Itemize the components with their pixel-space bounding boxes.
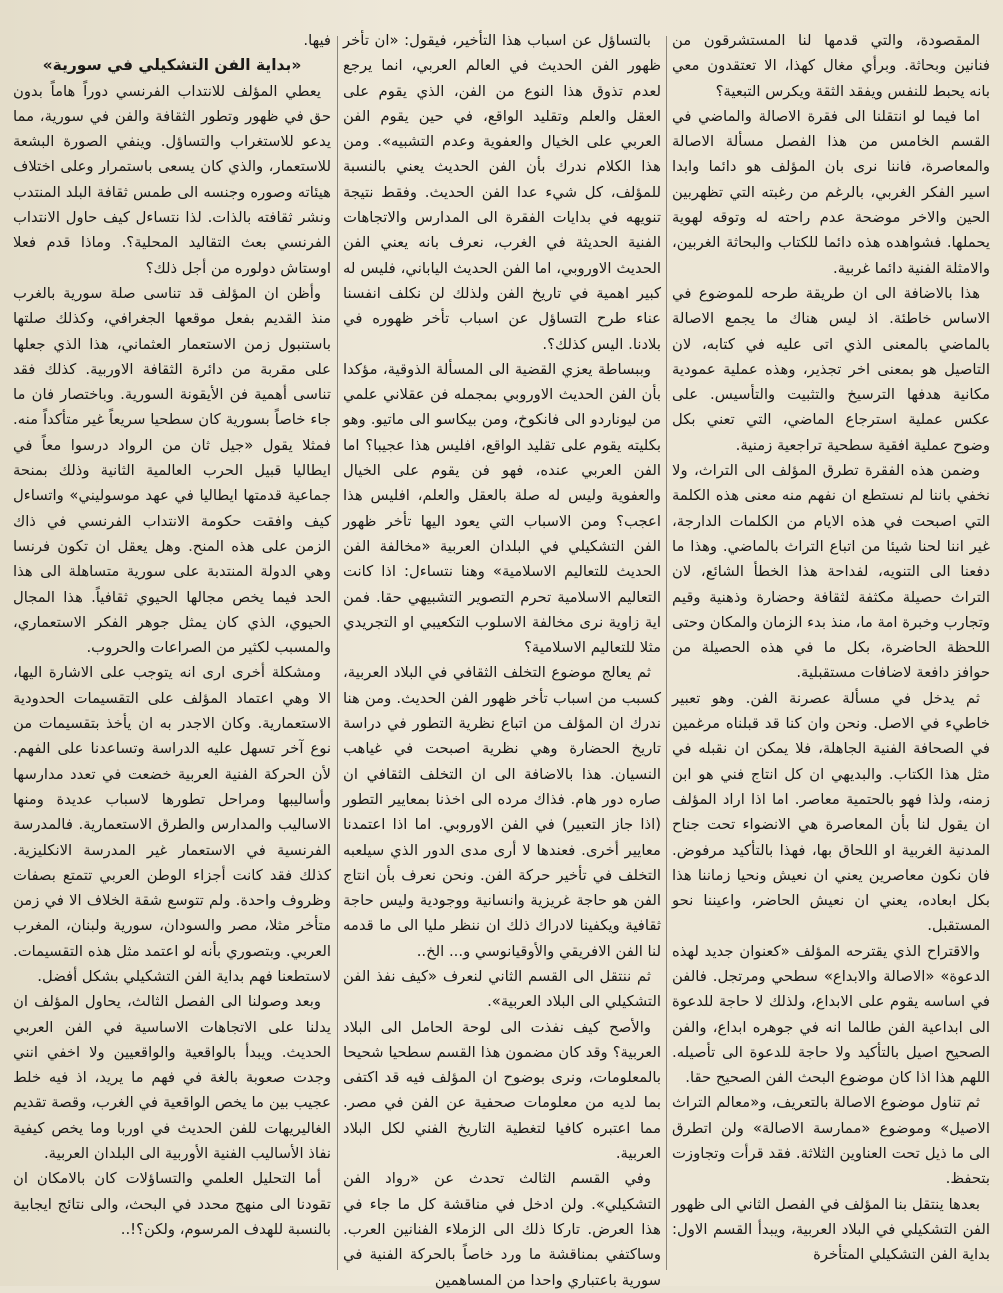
column-divider xyxy=(666,36,667,1270)
paragraph: ثم ننتقل الى القسم الثاني لنعرف «كيف نفذ الفن التشكيلي الى البلاد العربية». xyxy=(343,967,661,1011)
paragraph: ثم تناول موضوع الاصالة بالتعريف، و«معالم التراث الاصيل» وموضوع «ممارسة الاصالة» ولن اتطرق الى ما ذيل تحت العناوين الثلاثة. فقد قرأت وتجاوزت بتحفظ. xyxy=(672,1094,990,1188)
paragraph-continuation: فيها. xyxy=(303,32,331,49)
paragraph: ومشكلة أخرى ارى انه يتوجب على الاشارة اليها، الا وهي اعتماد المؤلف على التقسيمات الحدودية الاستعمارية. وكان الاجدر به ان يأخذ بتقسيمات من نوع آخر تسهل عليه الدراسة وتساعدنا على الفهم. لأن الحركة الفنية العربية خضعت في تعدد مدارسها وأساليبها ومراحل تطورها لاسباب عديدة ومنها الاساليب والمدارس والطرق الاستعمارية. فالمدرسة الفرنسية في الاستعمار غير المدرسة الانكليزية. كذلك فقد كانت أجزاء الوطن العربي تتمتع بصفات وظروف واحدة. ولم تتوسع شقة الخلاف الا في زمن متأخر مثلا، مصر والسودان، سورية ولبنان، المغرب العربي. وبتصوري بأنه لو اعتمد مثل هذه التقسيمات. لاستطعنا فهم بداية الفن التشكيلي بشكل أفضل. xyxy=(13,664,331,985)
paragraph: وبعد وصولنا الى الفصل الثالث، يحاول المؤلف ان يدلنا على الاتجاهات الاساسية في الفن العربي الحديث. ويبدأ بالواقعية والواقعيين ولا اخفي انني وجدت صعوبة بالغة في فهم ما يريد، اذ فيه خلط عجيب بين ما يخص الواقعية في الغرب، وقصة تقديم الغاليريهات للفن الحديث في اوربا وما يخص كيفية نفاذ الأساليب الفنية الأوربية الى البلدان العربية. xyxy=(13,993,331,1163)
paragraph: يعطي المؤلف للانتداب الفرنسي دوراً هاماً بدون حق في ظهور وتطور الثقافة والفن في سورية، مما يدعو للاستغراب والتساؤل. وينفي الصورة البشعة للاستعمار، والذي كان يسعى باستمرار وعلى اختلاف هيئاته وصوره وجنسه الى طمس ثقافة البلد المنتدب ونشر ثقافته بالذات. لذا نتساءل كيف حاول الانتداب الفرنسي بعث التقاليد المحلية؟. وماذا قدم فعلا اوستاش دولوره من أجل ذلك؟ xyxy=(13,82,331,277)
text-column-left xyxy=(13,28,331,1268)
paragraph: ثم يدخل في مسألة عصرنة الفن. وهو تعبير خاطيء في الاصل. ونحن وان كنا قد قبلناه مرغمين في الصحافة الفنية الجاهلة، فلا يمكن ان نقبله في مثل هذا الكتاب. والبديهي ان كل انتاج فني هو ابن زمنه، ولذا فهو بالحتمية معاصر. اما اذا اراد المؤلف ان يقول لنا بأن المعاصرة هي الانضواء تحت جناح المدنية الغربية او اللحاق بها، فهذا بالتأكيد مرفوض. فان نكون معاصرين يعني ان نعيش ونحيا زماننا هذا بكل ابعاده، يعني ان نعيش الحاضر، واعيننا نحو المستقبل. xyxy=(672,689,990,935)
paragraph: وفي القسم الثالث تحدث عن «رواد الفن التشكيلي». ولن ادخل في مناقشة كل ما جاء في هذا العرض. تاركا ذلك الى الزملاء الفنانين العرب. وساكتفي بمناقشة ما ورد خاصاً بالحركة الفنية في سورية باعتباري واحدا من المساهمين xyxy=(343,1170,661,1289)
paragraph: ثم يعالج موضوع التخلف الثقافي في البلاد العربية، كسبب من اسباب تأخر ظهور الفن الحديث. ومن هنا ندرك ان المؤلف من اتباع نظرية التطور في دراسة تاريخ الحضارة وهي نظرية اصبحت في غياهب النسيان. هذا بالاضافة الى ان التخلف الثقافي ان صاره دور هام. فذاك مرده الى اخذنا بمعايير التطور (اذا جاز التعبير) في الفن الاوروبي. اما اذا اعتمدنا معايير أخرى. فعندها لا أرى مدى الدور الذي سيلعبه التخلف في تأخير حركة الفن. ونحن نعرف بأن انتاج الفن هو حاجة غريزية وانسانية ووجودية وليس حاجة ثقافية ويكفينا لادراك ذلك ان ننظر مليا الى ما قدمه لنا الفن الافريقي والأوقيانوسي و... الخ.. xyxy=(343,664,661,960)
paragraph: بعدها ينتقل بنا المؤلف في الفصل الثاني الى ظهور الفن التشكيلي في البلاد العربية، ويبدأ القسم الاول: بداية الفن التشكيلي المتأخرة xyxy=(672,1195,990,1264)
paragraph: هذا بالاضافة الى ان طريقة طرحه للموضوع في الاساس خاطئة. اذ ليس هناك ما يجمع الاصالة بالماضي بالمعنى الذي اتى عليه في كتابه، لان التاصيل هو بمعنى اخر تجذير، وهذه عملية عمودية مكانية هدفها الترسيخ والتثبيت والتأسيس. على عكس عملية استرجاع الماضي، التي تعني بكل وضوح عملية افقية سطحية تراجعية زمنية. xyxy=(672,284,990,454)
paragraph: اما فيما لو انتقلنا الى فقرة الاصالة والماضي في القسم الخامس من هذا الفصل مسألة الاصالة والمعاصرة، فاننا نرى بان المؤلف هو دائما وابدا اسير الفكر الغربي، بالرغم من رغبته التي تظهربين الحين والاخر موضحة عدم راحته له وتوقه لهوية يحملها. فشواهده هذه دائما للكتاب والبحاثة الغربين، والامثلة الفنية دائما غربية. xyxy=(672,107,990,277)
paragraph: بالتساؤل عن اسباب هذا التأخير، فيقول: «ان تأخر ظهور الفن الحديث في العالم العربي، انما يرجع لعدم تذوق هذا النوع من الفن، الذي يقوم على العقل والعلم وتقليد الواقع، في حين يقوم الفن العربي على الخيال والعفوية وعدم التشبيه». ومن هذا الكلام ندرك بأن الفن الحديث يعني بالنسبة للمؤلف، كل شيء عدا الفن الحديث. وفقط نتيجة تنويهه في بدايات الفقرة الى المدارس والاتجاهات الفنية الحديثة في الغرب، نعرف بانه يعني الفن الحديث الاوروبي، اما الفن الحديث الياباني، فليس له كبير اهمية في تاريخ الفن ولذلك لن نكلف انفسنا عناء طرح التساؤل عن اسباب تأخر ظهوره في بلادنا. اليس كذلك؟. xyxy=(343,32,661,353)
paragraph: المقصودة، والتي قدمها لنا المستشرقون من فنانين وبحاثة. وبرأي مغال كهذا، الا تعتقدون معي بانه يحبط للنفس ويفقد الثقة ويكرس التبعية؟ xyxy=(672,32,990,100)
text-column-right xyxy=(672,28,990,1268)
paragraph: وببساطة يعزي القضية الى المسألة الذوقية، مؤكدا بأن الفن الحديث الاوروبي بمجمله فن عقلاني علمي من ليوناردو الى فانكوخ، ومن بيكاسو الى ماتيو. وهو بكليته يقوم على تقليد الواقع، افليس هذا عجيبا؟ اما الفن العربي عنده، فهو فن يقوم على الخيال والعفوية وليس له صلة بالعقل والعلم، افليس هذا اعجب؟ ومن الاسباب التي يعود اليها تأخر ظهور الفن التشكيلي في البلدان العربية «مخالفة الفن الحديث للتعاليم الاسلامية» وهنا نتساءل: اذا كانت التعاليم الاسلامية تحرم التصوير التشبيهي حقا. فمن اية زاوية نرى مخالفة الاسلوب التكعيبي او التجريدي مثلا للتعاليم الاسلامية؟ xyxy=(343,360,661,657)
section-heading: «بداية الفن التشكيلي في سورية» xyxy=(42,56,302,75)
paragraph: والاقتراح الذي يقترحه المؤلف «كعنوان جديد لهذه الدعوة» «الاصالة والابداع» سطحي ومرتجل. فالفن في اساسه يقوم على الابداع، ولذلك لا حاجة للدعوة الى ابداعية الفن طالما انه في جوهره ابداع، والفن الصحيح اصيل بالتأكيد ولا حاجة للدعوة الى تأصيله. اللهم هذا اذا كان موضوع البحث الفن الصحيح حقا. xyxy=(672,942,990,1087)
paragraph: وأظن ان المؤلف قد تناسى صلة سورية بالغرب منذ القديم بفعل موقعها الجغرافي، وكذلك صلتها باستنبول زمن الاستعمار العثماني، هذا الذي جعلها على مقربة من دائرة الثقافة الاوربية. كذلك فقد تناسى أهمية فن الأيقونة السورية. وباختصار فان ما جاء خاصاً بسورية كان سطحيا سريعاً غير متأكداً منه. فمثلا يقول «جيل ثان من الرواد درسوا معاً في ايطاليا قبيل الحرب العالمية الثانية وذلك بمنحة جماعية قدمتها ايطاليا في عهد موسوليني» واتساءل كيف وافقت حكومة الانتداب الفرنسي في ذاك الزمن على هذه المنح. وهل يعقل ان تكون فرنسا وهي الدولة المنتدبة على سورية متساهلة الى هذا الحد فيما يخص مجالها الحيوي ثقافياً. هذا المجال الحيوي، الذي كان يمثل جوهر الفكر الاستعماري، والمسبب لكثير من الصراعات والحروب. xyxy=(13,284,331,657)
paragraph: وضمن هذه الفقرة تطرق المؤلف الى التراث، ولا نخفي باننا لم نستطع ان نفهم منه معنى هذه الكلمة التي اصبحت في هذه الايام من الكلمات الدارجة، غير اننا لحنا شيئا من اتباع التراث بالماضي. وهذا ما دفعنا الى التنويه، لفداحة هذا الخطأ الشائع، لان التراث حصيلة مكثفة لثقافة وحضارة وذهنية وقيم وتجارب وخبرة امة ما، منذ بدء الزمان والمكان وحتى اللحظة الحاضرة، بكل ما في هذه الحصيلة من حوافز دافعة لاضافات مستقبلية. xyxy=(672,462,990,682)
column-divider xyxy=(337,36,338,1270)
paragraph: والأصح كيف نفذت الى لوحة الحامل الى البلاد العربية؟ وقد كان مضمون هذا القسم سطحيا شحيحا بالمعلومات، ونرى بوضوح ان المؤلف فيه قد اكتفى بما لديه من معلومات صحفية عن الفن في مصر. مما اعتبره كافيا لتغطية التاريخ الفني لكل البلاد العربية. xyxy=(343,1018,661,1163)
paragraph: أما التحليل العلمي والتساؤلات كان بالامكان ان تقودنا الى منهج محدد في البحث، والى نتائج ايجابية بالنسبة للهدف المرسوم، ولكن؟!.. xyxy=(13,1170,331,1238)
text-column-middle xyxy=(343,28,661,1289)
